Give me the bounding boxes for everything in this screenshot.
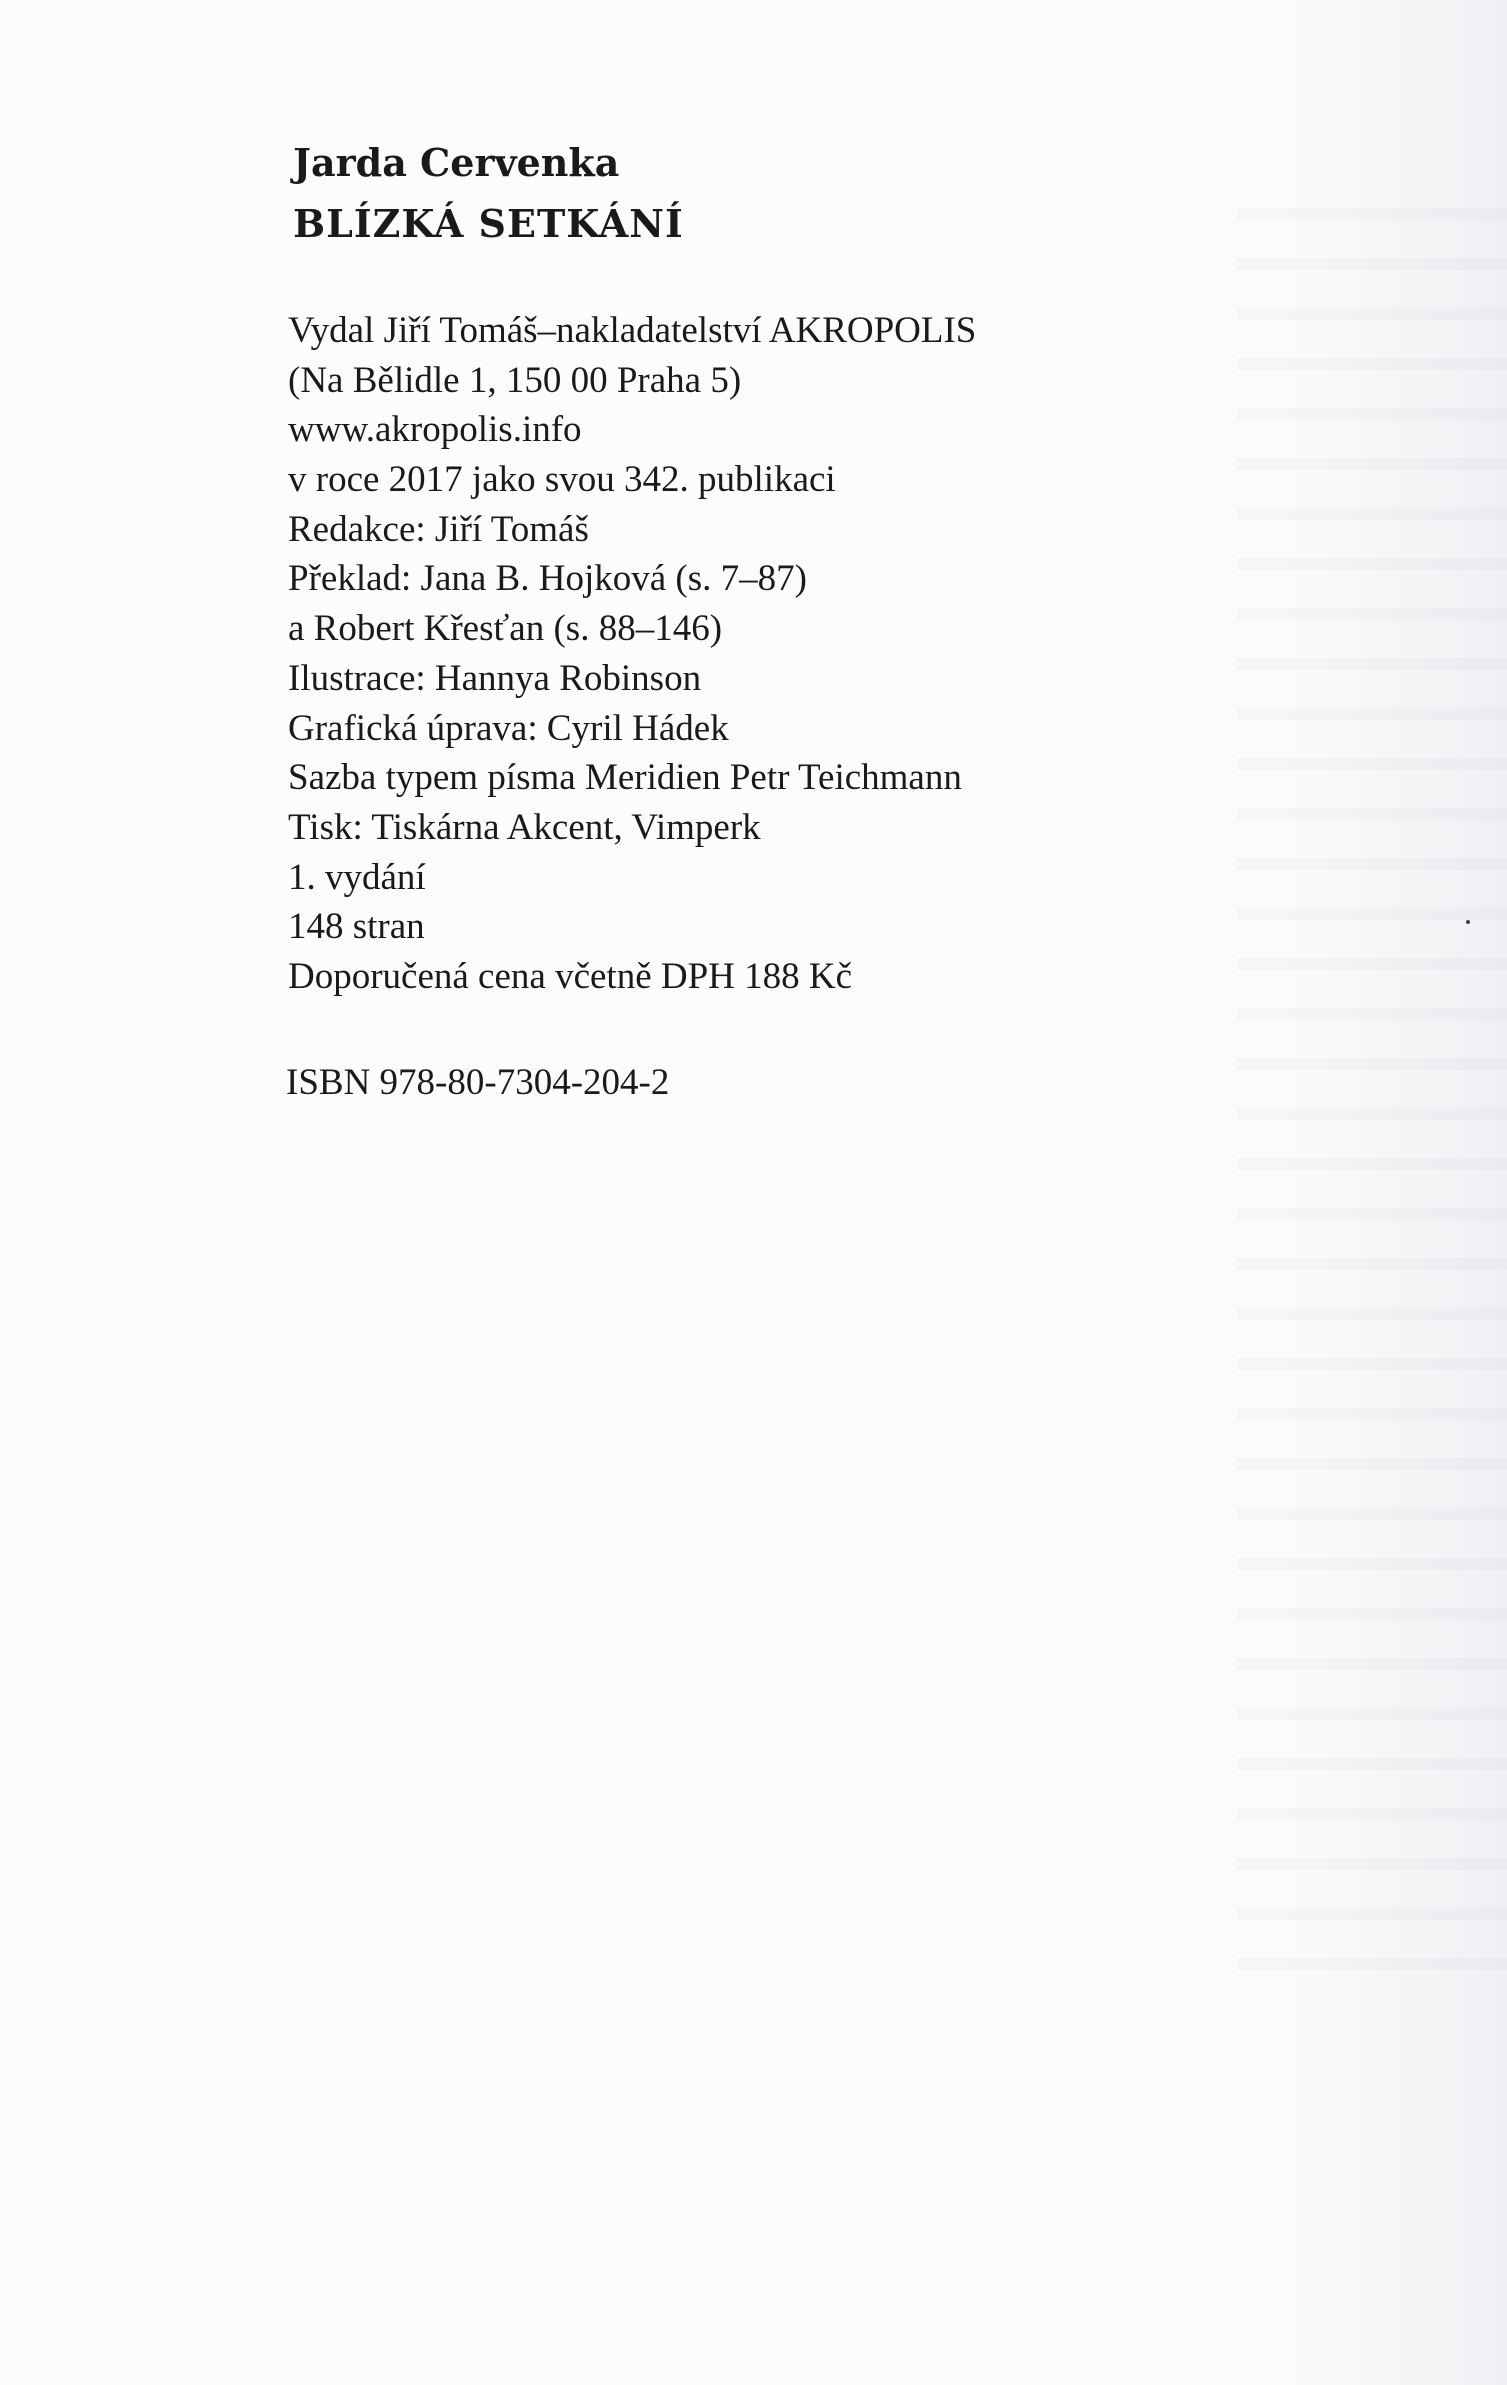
author-name: Jarda Cervenka	[293, 140, 620, 185]
imprint-line: 1. vydání	[288, 856, 426, 898]
imprint-line: Redakce: Jiří Tomáš	[288, 508, 589, 550]
paper-speck	[1466, 920, 1470, 924]
isbn-number: ISBN 978-80-7304-204-2	[286, 1062, 670, 1103]
imprint-line: Ilustrace: Hannya Robinson	[288, 657, 702, 699]
imprint-line: Vydal Jiří Tomáš–nakladatelství AKROPOLIS	[288, 310, 977, 351]
imprint-line: Překlad: Jana B. Hojková (s. 7–87)	[288, 558, 807, 600]
book-title: BLÍZKÁ SETKÁNÍ	[293, 201, 684, 246]
imprint-line: (Na Bělidle 1, 150 00 Praha 5)	[288, 359, 742, 401]
imprint-line: Sazba typem písma Meridien Petr Teichmann	[288, 757, 962, 799]
imprint-line: a Robert Křesťan (s. 88–146)	[288, 608, 723, 650]
imprint-line: Grafická úprava: Cyril Hádek	[288, 707, 729, 749]
imprint-line: v roce 2017 jako svou 342. publikaci	[288, 459, 836, 501]
imprint-line: Tisk: Tiskárna Akcent, Vimperk	[288, 806, 761, 848]
imprint-line: 148 stran	[288, 906, 425, 948]
imprint-line: www.akropolis.info	[288, 409, 582, 451]
imprint-line: Doporučená cena včetně DPH 188 Kč	[288, 955, 853, 997]
imprint-details	[288, 306, 976, 1002]
bleed-through-texture	[1237, 170, 1507, 1970]
